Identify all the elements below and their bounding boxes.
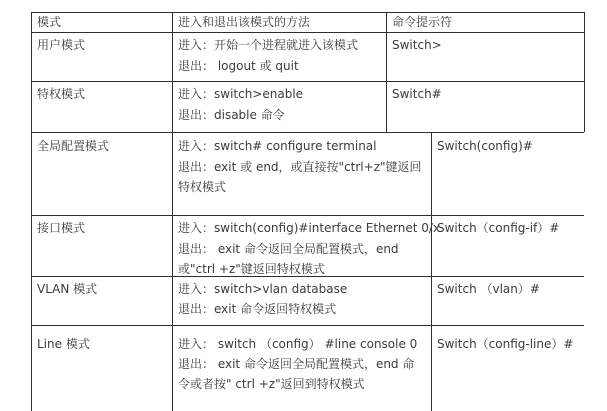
table-rule-row2	[31, 132, 584, 133]
row-privileged-mode-method-line1: 进入：switch>enable	[178, 87, 304, 101]
row-vlan-prompt: Switch （vlan）#	[437, 282, 540, 296]
row-global-config-method-line3: 特权模式	[178, 180, 227, 194]
table-rule-row5	[31, 325, 584, 326]
table-rule-top	[31, 12, 584, 13]
row-interface-name: 接口模式	[37, 221, 86, 235]
row-interface-method-line2: 退出： exit 命令返回全局配置模式，end	[178, 242, 399, 256]
row-privileged-mode-name: 特权模式	[37, 87, 86, 101]
row-global-config-name: 全局配置模式	[37, 139, 110, 153]
row-interface-method-line3: 或"ctrl +z"键返回特权模式	[178, 262, 325, 276]
row-interface-method-line1: 进入：switch(config)#interface Ethernet 0/x	[178, 221, 441, 235]
header-prompt: 命令提示符	[392, 15, 453, 29]
row-line-name: Line 模式	[37, 337, 90, 351]
row-user-mode-method-line1: 进入：开始一个进程就进入该模式	[178, 38, 359, 52]
row-vlan-method-line2: 退出：exit 命令返回特权模式	[178, 302, 337, 316]
table-rule-col2-lower	[431, 132, 432, 411]
row-privileged-mode-prompt: Switch#	[392, 87, 442, 101]
table-rule-right-upper	[584, 12, 585, 132]
header-method: 进入和退出该模式的方法	[178, 15, 311, 29]
row-vlan-method-line1: 进入：switch>vlan database	[178, 282, 348, 296]
row-global-config-method-line1: 进入：switch# configure terminal	[178, 139, 377, 153]
table-rule-left	[31, 12, 32, 411]
row-global-config-method-line2: 退出：exit 或 end，或直接按"ctrl+z"键返回	[178, 160, 422, 174]
row-line-method-line2: 退出： exit 命令返回全局配置模式，end 命	[178, 357, 415, 371]
table-rule-row3	[31, 215, 584, 216]
table-rule-header	[31, 32, 584, 33]
row-privileged-mode-method-line2: 退出：disable 命令	[178, 108, 285, 122]
row-user-mode-prompt: Switch>	[392, 38, 442, 52]
row-line-method-line1: 进入： switch （config） #line console 0	[178, 337, 418, 351]
row-line-method-line3: 令或者按" ctrl +z"返回到特权模式	[178, 377, 365, 391]
row-interface-prompt: Switch（config-if）#	[437, 221, 560, 235]
table-rule-row1	[31, 81, 584, 82]
row-user-mode-method-line2: 退出： logout 或 quit	[178, 59, 299, 73]
row-global-config-prompt: Switch(config)#	[437, 139, 533, 153]
table-rule-col2-upper	[386, 12, 387, 132]
row-user-mode-name: 用户模式	[37, 38, 86, 52]
header-mode: 模式	[37, 15, 62, 29]
table-rule-col1	[172, 12, 173, 411]
row-line-prompt: Switch（config-line）#	[437, 337, 574, 351]
row-vlan-name: VLAN 模式	[37, 282, 98, 296]
